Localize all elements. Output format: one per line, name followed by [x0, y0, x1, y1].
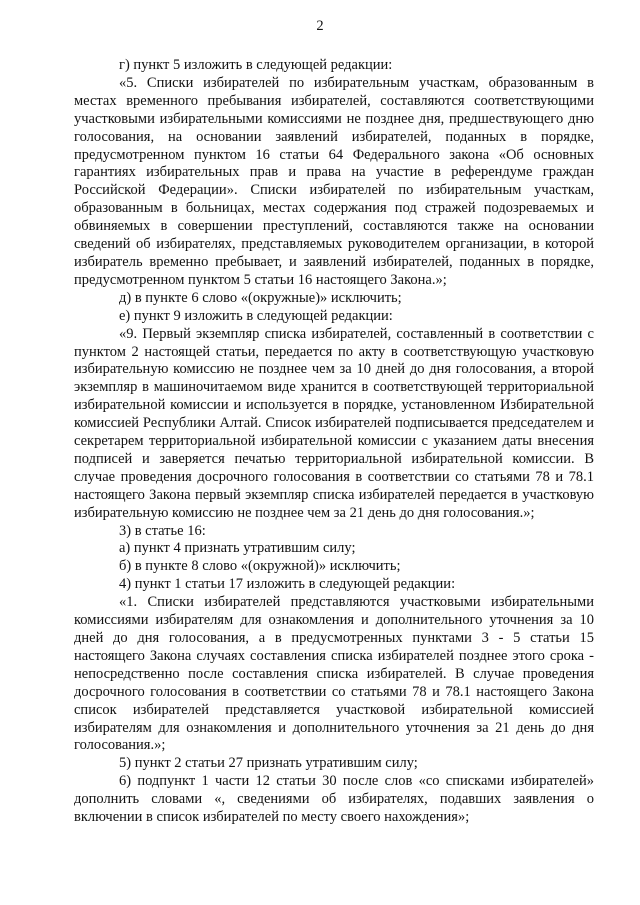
paragraph-article-17: 4) пункт 1 статьи 17 изложить в следующей редакции: [119, 576, 456, 593]
paragraph-amend-point-9: е) пункт 9 изложить в следующей редакции: [119, 307, 393, 324]
paragraph-point-5-text: «5. Списки избирателей по избирательным участкам, образованным в местах временного пребывания избирателей, составляются соответствующими участковыми избирательными комиссиями не позднее дня, предшествующего дню голосования, на основании заявлений избирателей, поданных в порядке, предусмотренном пунктом 16 статьи 64 Федерального закона «Об основных гарантиях избирательных прав и права на участие в референдуме граждан Российской Федерации». Списки избирателей по избирательным участкам, образованным в больницах, местах содержания под стражей подозреваемых и обвиняемых в совершении преступлений, составляются также на основании сведений об избирателях, представляемых руководителем организации, в которой избиратель временно пребывает, и заявлений избирателей, поданных в порядке, предусмотренном пунктом 5 статьи 16 настоящего Закона.»; [74, 74, 594, 288]
paragraph-article-17-text: «1. Списки избирателей представляются участковыми избирательными комиссиями избирателям для ознакомления и дополнительного уточнения за 10 дней до дня голосования, а в предусмотренных пунктами 3 - 5 статьи 15 настоящего Закона случаях составления списка избирателей позднее этого срока - непосредственно после составления списка избирателей. В случае проведения досрочного голосования в соответствии со статьями 78 и 78.1 настоящего Закона список избирателей представляется участковой избирательной комиссией избирателям для ознакомления и дополнительного уточнения за 21 день до дня голосования.»; [74, 594, 594, 754]
paragraph-amend-point-5: г) пункт 5 изложить в следующей редакции: [119, 57, 393, 73]
paragraph-article-30: 6) подпункт 1 части 12 статьи 30 после слов «со списками избирателей» дополнить словами «, сведениями об избирателях, подавших заявления о включении в список избирателей по месту своего нахождения»; [74, 773, 594, 826]
paragraph-article-16-point-8: б) в пункте 8 слово «(окружной)» исключить; [119, 558, 401, 575]
paragraph-article-16: 3) в статье 16: [119, 522, 206, 539]
paragraph-article-16-point-4: а) пункт 4 признать утратившим силу; [119, 540, 356, 557]
document-body [74, 57, 594, 827]
paragraph-point-6: д) в пункте 6 слово «(окружные)» исключить; [119, 289, 402, 306]
paragraph-article-27: 5) пункт 2 статьи 27 признать утратившим силу; [119, 755, 418, 772]
paragraph-point-9-text: «9. Первый экземпляр списка избирателей, составленный в соответствии с пунктом 2 настоящей статьи, передается по акту в соответствующую участковую избирательную комиссию не позднее чем за 10 дней до дня голосования, а второй экземпляр в машиночитаемом виде хранится в соответствующей территориальной избирательной комиссии и используется в порядке, установленном Избирательной комиссией Республики Алтай. Список избирателей подписывается председателем и секретарем территориальной избирательной комиссии с указанием даты внесения подписей и заверяется печатью территориальной избирательной комиссии. В случае проведения досрочного голосования в соответствии со статьями 78 и 78.1 настоящего Закона первый экземпляр списка избирателей передается в участковую избирательную комиссию не позднее чем за 21 день до дня голосования.»; [74, 325, 594, 521]
page-number: 2 [316, 18, 324, 34]
